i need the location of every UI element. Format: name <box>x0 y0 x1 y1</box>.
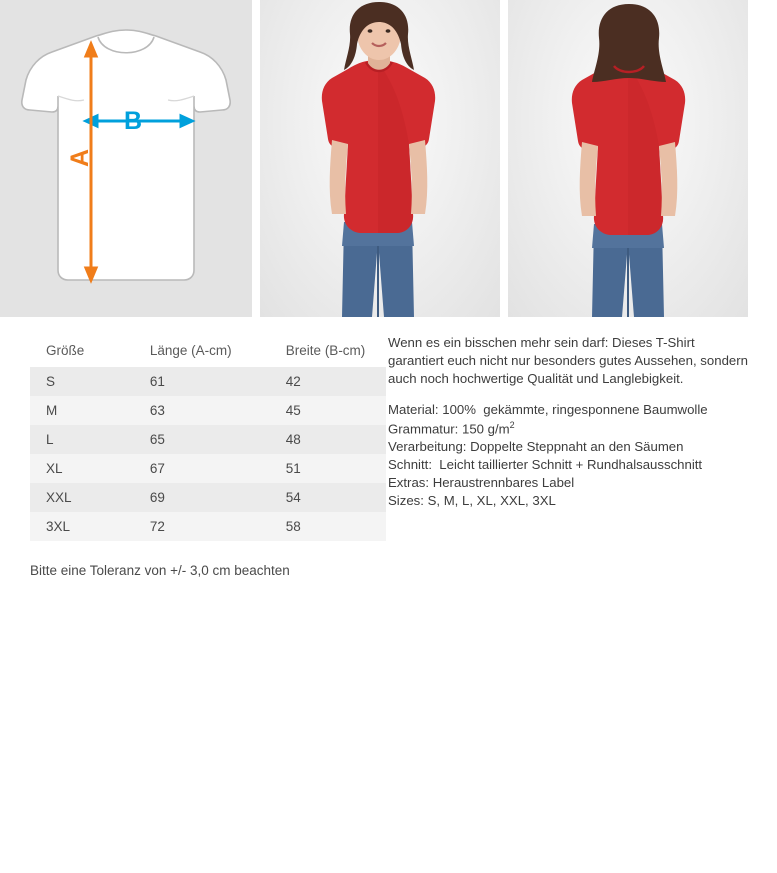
tolerance-note: Bitte eine Toleranz von +/- 3,0 cm beachten <box>30 563 290 578</box>
description-extras: Extras: Heraustrennbares Label <box>388 475 575 491</box>
size-table-header-row <box>30 334 386 367</box>
cell-width: 45 <box>285 403 301 418</box>
table-row <box>30 512 386 541</box>
cell-length: 69 <box>149 490 165 505</box>
details-section <box>0 317 777 578</box>
cell-width: 51 <box>285 461 301 476</box>
model-back-photo <box>508 0 748 317</box>
cell-size: M <box>46 403 58 418</box>
description-schnitt: Schnitt: Leicht taillierter Schnitt + Rundhalsausschnitt <box>388 457 703 473</box>
size-table <box>30 334 386 541</box>
grammatur-text: Grammatur: 150 g/m <box>388 421 510 437</box>
cell-length: 67 <box>149 461 165 476</box>
cell-width: 48 <box>285 432 301 447</box>
table-row <box>30 425 386 454</box>
measure-label-b: B <box>123 107 143 135</box>
model-front-illustration <box>260 0 500 317</box>
description-material: Material: 100% gekämmte, ringesponnene Baumwolle <box>388 402 708 418</box>
cell-size: XXL <box>46 490 72 505</box>
cell-width: 58 <box>285 519 301 534</box>
product-image-gallery <box>0 0 777 317</box>
grammatur-exponent: 2 <box>509 420 515 431</box>
table-row <box>30 396 386 425</box>
description-intro: Wenn es ein bisschen mehr sein darf: Dieses T-Shirt garantiert euch nicht nur besonders gutes Aussehen, sondern auch noch hochwertige Qualität und Langlebigkeit. <box>388 335 748 386</box>
header-length: Länge (A-cm) <box>149 343 232 358</box>
size-table-head <box>30 334 386 367</box>
description-sizes: Sizes: S, M, L, XL, XXL, 3XL <box>388 492 556 508</box>
description-verarbeitung: Verarbeitung: Doppelte Steppnaht an den Säumen <box>388 439 684 455</box>
model-front-photo <box>260 0 500 317</box>
cell-size: XL <box>46 461 63 476</box>
table-row <box>30 367 386 396</box>
cell-length: 65 <box>149 432 165 447</box>
model-back-illustration <box>508 0 748 317</box>
cell-width: 54 <box>285 490 301 505</box>
header-width: Breite (B-cm) <box>285 343 366 358</box>
cell-size: 3XL <box>46 519 71 534</box>
description-grammatur <box>388 419 753 438</box>
size-table-body <box>30 367 386 541</box>
table-row <box>30 454 386 483</box>
size-table-column <box>0 334 386 578</box>
cell-size: L <box>46 432 54 447</box>
cell-width: 42 <box>285 374 301 389</box>
product-description-column <box>386 334 777 578</box>
measurement-diagram-pane <box>0 0 252 317</box>
table-row <box>30 483 386 512</box>
measure-label-a: A <box>66 148 94 168</box>
cell-length: 72 <box>149 519 165 534</box>
cell-length: 63 <box>149 403 165 418</box>
cell-size: S <box>46 374 56 389</box>
tshirt-measurement-icon <box>0 0 252 317</box>
cell-length: 61 <box>149 374 165 389</box>
header-size: Größe <box>46 343 85 358</box>
